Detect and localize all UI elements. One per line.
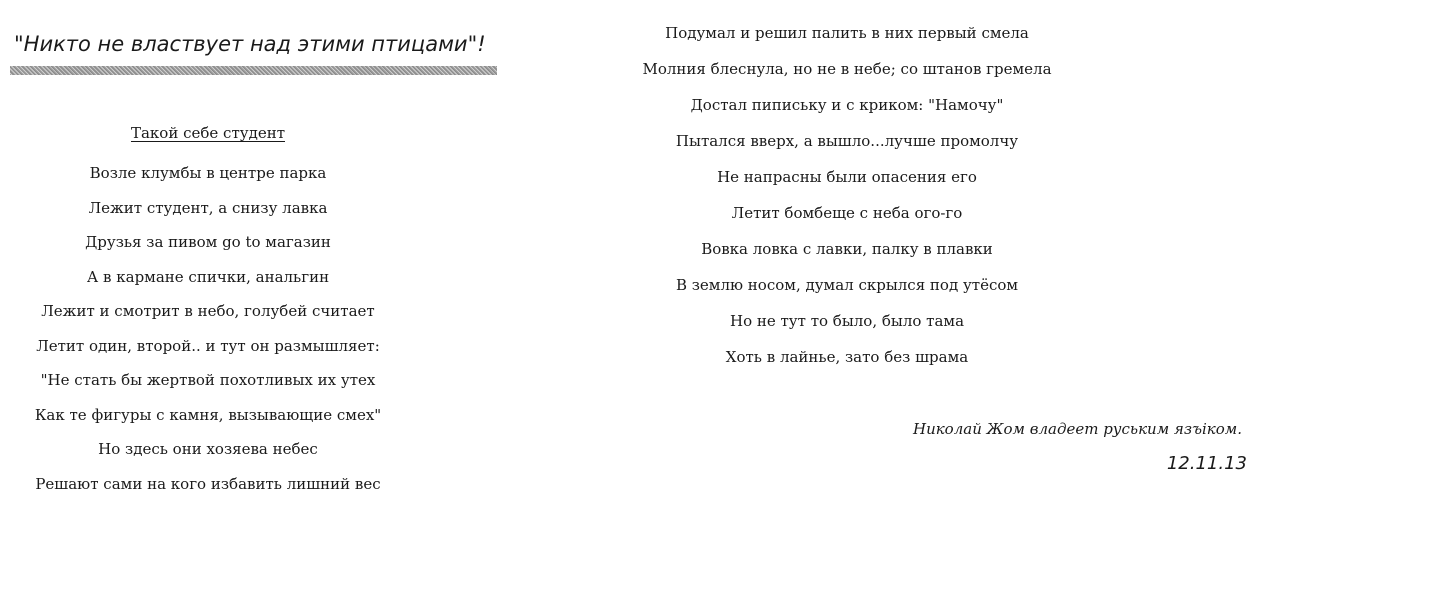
page-title: "Никто не властвует над этими птицами"!	[14, 32, 486, 56]
verse-line: В землю носом, думал скрылся под утёсом	[675, 276, 1019, 294]
verse-line: Вовка ловка с лавки, палку в плавки	[701, 240, 993, 258]
verse-line: Пытался вверх, а вышло...лучше промолчу	[675, 132, 1019, 150]
verse-line: А в кармане спички, анальгин	[86, 267, 330, 286]
verse-line: Хоть в лайнье, зато без шрама	[725, 348, 969, 366]
verse-line: Но не тут то было, было тама	[729, 312, 965, 330]
poem-column-left	[8, 120, 408, 501]
poem-column-right	[597, 15, 1097, 375]
verse-line: Подумал и решил палить в них первый смела	[665, 24, 1029, 42]
verse-line: Друзья за пивом go to магазин	[85, 233, 331, 251]
author-signature: Николай Жом владеет руським язъiком.	[912, 420, 1242, 438]
verse-line: Молния блеснула, но не в небе; со штанов гремела	[642, 60, 1052, 78]
verse-line: Достал пипиську и с криком: "Намочу"	[690, 96, 1004, 114]
title-underline-divider	[10, 66, 497, 75]
poem-date: 12.11.13	[1166, 453, 1247, 474]
verse-line: Возле клумбы в центре парка	[89, 164, 327, 182]
verse-line: Не напрасны были опасения его	[717, 168, 977, 186]
verse-line: Как те фигуры с камня, вызывающие смех"	[34, 405, 382, 424]
verse-line: Летит один, второй.. и тут он размышляет:	[36, 336, 380, 355]
verse-line: Лежит студент, а снизу лавка	[88, 198, 328, 217]
verse-line: "Не стать бы жертвой похотливых их утех	[40, 371, 376, 389]
verse-line: Но здесь они хозяева небес	[98, 440, 318, 458]
verse-line: Лежит и смотрит в небо, голубей считает	[41, 302, 375, 320]
verse-line: Летит бомбеще с неба ого-го	[731, 204, 963, 222]
verse-line: Решают сами на кого избавить лишний вес	[35, 474, 381, 493]
poem-subtitle: Такой себе студент	[130, 124, 285, 142]
